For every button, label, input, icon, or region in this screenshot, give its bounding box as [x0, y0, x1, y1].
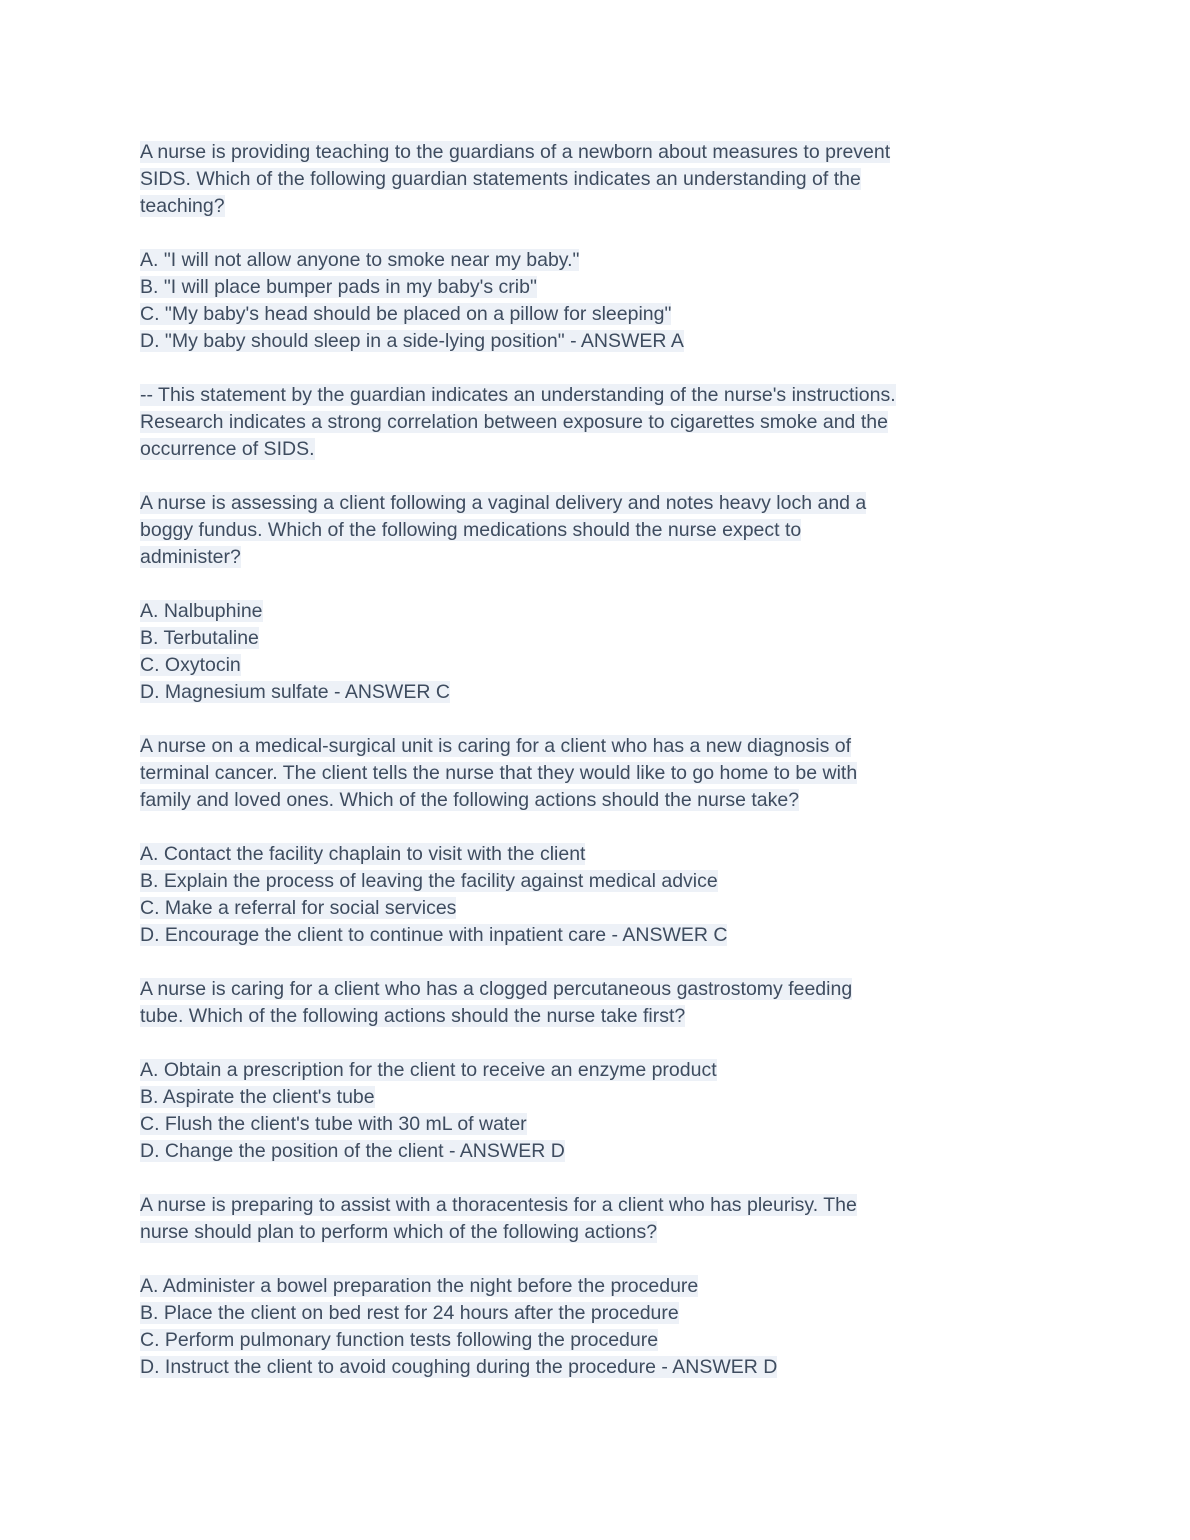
stem-line: nurse should plan to perform which of the following actions?	[140, 1221, 658, 1243]
option-line: D. Encourage the client to continue with inpatient care - ANSWER C	[140, 924, 728, 946]
question-stem	[140, 490, 1047, 571]
question-block-2	[140, 490, 1047, 706]
answer-options	[140, 841, 1047, 949]
option-line: A. Administer a bowel preparation the night before the procedure	[140, 1275, 699, 1297]
rationale-line: occurrence of SIDS.	[140, 438, 315, 460]
answer-options	[140, 1057, 1047, 1165]
option-line: C. Make a referral for social services	[140, 897, 457, 919]
stem-line: A nurse is preparing to assist with a thoracentesis for a client who has pleurisy. The	[140, 1194, 857, 1216]
rationale-line: Research indicates a strong correlation between exposure to cigarettes smoke and the	[140, 411, 888, 433]
question-stem	[140, 1192, 1047, 1246]
option-line: D. "My baby should sleep in a side-lying position" - ANSWER A	[140, 330, 684, 352]
option-line: B. Explain the process of leaving the facility against medical advice	[140, 870, 718, 892]
question-block-4	[140, 976, 1047, 1165]
option-line: C. "My baby's head should be placed on a pillow for sleeping"	[140, 303, 672, 325]
question-block-3	[140, 733, 1047, 949]
option-line: B. Place the client on bed rest for 24 hours after the procedure	[140, 1302, 679, 1324]
stem-line: boggy fundus. Which of the following medications should the nurse expect to	[140, 519, 802, 541]
rationale-line: -- This statement by the guardian indicates an understanding of the nurse's instructions.	[140, 384, 896, 406]
stem-line: A nurse is assessing a client following a vaginal delivery and notes heavy loch and a	[140, 492, 867, 514]
answer-options	[140, 247, 1047, 355]
option-line: D. Magnesium sulfate - ANSWER C	[140, 681, 450, 703]
stem-line: teaching?	[140, 195, 225, 217]
answer-rationale	[140, 382, 1047, 463]
option-line: A. "I will not allow anyone to smoke near my baby."	[140, 249, 580, 271]
answer-options	[140, 598, 1047, 706]
question-stem	[140, 733, 1047, 814]
option-line: B. "I will place bumper pads in my baby's crib"	[140, 276, 537, 298]
stem-line: SIDS. Which of the following guardian statements indicates an understanding of the	[140, 168, 861, 190]
stem-line: A nurse is caring for a client who has a clogged percutaneous gastrostomy feeding	[140, 978, 853, 1000]
option-line: C. Flush the client's tube with 30 mL of water	[140, 1113, 527, 1135]
option-line: C. Perform pulmonary function tests following the procedure	[140, 1329, 659, 1351]
stem-line: administer?	[140, 546, 241, 568]
question-stem	[140, 139, 1047, 220]
option-line: C. Oxytocin	[140, 654, 241, 676]
stem-line: family and loved ones. Which of the following actions should the nurse take?	[140, 789, 800, 811]
option-line: B. Terbutaline	[140, 627, 259, 649]
answer-options	[140, 1273, 1047, 1381]
option-line: A. Contact the facility chaplain to visit with the client	[140, 843, 586, 865]
option-line: D. Instruct the client to avoid coughing during the procedure - ANSWER D	[140, 1356, 778, 1378]
option-line: D. Change the position of the client - ANSWER D	[140, 1140, 565, 1162]
option-line: B. Aspirate the client's tube	[140, 1086, 375, 1108]
option-line: A. Obtain a prescription for the client to receive an enzyme product	[140, 1059, 717, 1081]
question-block-5	[140, 1192, 1047, 1381]
question-block-1	[140, 139, 1047, 463]
stem-line: terminal cancer. The client tells the nurse that they would like to go home to be with	[140, 762, 858, 784]
stem-line: tube. Which of the following actions should the nurse take first?	[140, 1005, 686, 1027]
stem-line: A nurse is providing teaching to the guardians of a newborn about measures to prevent	[140, 141, 891, 163]
option-line: A. Nalbuphine	[140, 600, 263, 622]
stem-line: A nurse on a medical-surgical unit is caring for a client who has a new diagnosis of	[140, 735, 852, 757]
question-stem	[140, 976, 1047, 1030]
